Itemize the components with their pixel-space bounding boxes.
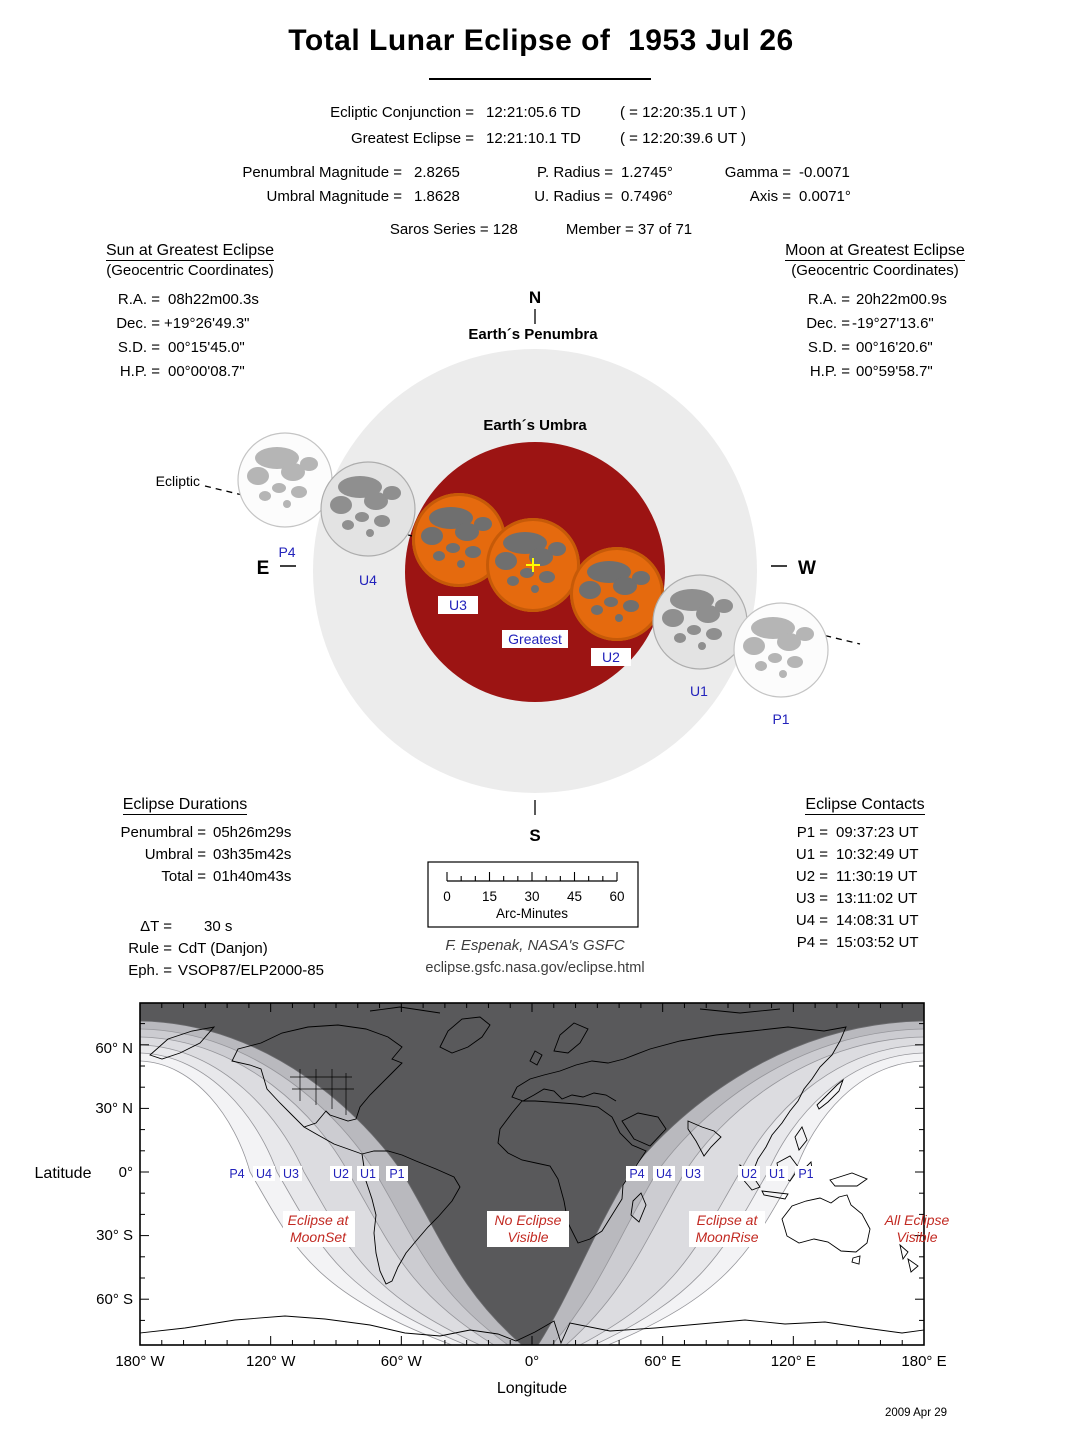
contact-u3-time: 13:11:02 UT: [836, 890, 918, 907]
moon-hp-value: 00°59'58.7": [856, 363, 933, 380]
contact-label-u4: U4: [359, 572, 377, 588]
saros-row: [0, 220, 1082, 239]
rule-value: CdT (Danjon): [178, 940, 268, 957]
region-all-line2: Visible: [896, 1229, 938, 1245]
credit-url[interactable]: eclipse.gsfc.nasa.gov/eclipse.html: [425, 960, 645, 976]
lon-tick-0: 0°: [524, 1353, 540, 1370]
rule-label: Rule =: [128, 940, 172, 957]
map-west-u1: U1: [360, 1167, 376, 1181]
moon-ra-value: 20h22m00.9s: [856, 291, 947, 308]
title-underline: [429, 78, 651, 80]
region-moonset-line1: Eclipse at: [287, 1212, 349, 1228]
axis-value: 0.0071°: [799, 188, 851, 205]
sun-ra-value: 08h22m00.3s: [168, 291, 259, 308]
region-none-line1: No Eclipse: [494, 1212, 562, 1228]
contact-label-greatest: Greatest: [508, 631, 562, 647]
moon-ra-label: R.A. =: [807, 291, 850, 308]
umbral-duration-label: Umbral =: [144, 846, 206, 863]
greatest-value: 12:21:10.1 TD: [486, 130, 581, 147]
contact-label-u3: U3: [449, 597, 467, 613]
moon-p4: [238, 433, 332, 527]
p-radius-label: P. Radius =: [536, 164, 613, 181]
contact-p1-label: P1 =: [796, 824, 828, 841]
lon-tick-120e: 120° E: [770, 1353, 816, 1370]
moon-dec-label: Dec. =: [806, 315, 850, 332]
region-moonrise-line2: MoonRise: [695, 1229, 759, 1245]
ephemeris-value: VSOP87/ELP2000-85: [178, 962, 324, 979]
contact-label-p1: P1: [772, 711, 790, 727]
moon-subheading: (Geocentric Coordinates): [791, 262, 959, 279]
contact-p4-time: 15:03:52 UT: [836, 934, 919, 951]
moon-heading: Moon at Greatest Eclipse: [785, 242, 965, 259]
contact-label-p4: P4: [278, 544, 296, 560]
credit-author: F. Espenak, NASA's GSFC: [445, 937, 625, 954]
u-radius-value: 0.7496°: [621, 188, 673, 205]
moon-u2: [570, 547, 664, 641]
lon-tick-180e: 180° E: [901, 1353, 947, 1370]
map-west-u2: U2: [333, 1167, 349, 1181]
moon-sd-label: S.D. =: [807, 339, 850, 356]
total-duration-value: 01h40m43s: [213, 868, 292, 885]
moon-u4: [321, 462, 415, 556]
umbral-duration-value: 03h35m42s: [213, 846, 292, 863]
ruler-tick-15: 15: [481, 889, 498, 904]
map-west-u3: U3: [283, 1167, 299, 1181]
sun-heading: Sun at Greatest Eclipse: [105, 242, 275, 259]
penumbral-mag-value: 2.8265: [414, 164, 460, 181]
lat-tick-30s: 30° S: [96, 1227, 133, 1244]
umbra-label: Earth´s Umbra: [483, 417, 587, 434]
west-label: W: [798, 558, 816, 579]
map-east-u2: U2: [741, 1167, 757, 1181]
penumbra-label: Earth´s Penumbra: [468, 326, 598, 343]
sun-sd-label: S.D. =: [117, 339, 160, 356]
conjunction-label: Ecliptic Conjunction =: [330, 104, 474, 121]
east-label: E: [256, 558, 270, 579]
contacts-heading: Eclipse Contacts: [805, 796, 925, 813]
contact-u4-label: U4 =: [795, 912, 828, 929]
p-radius-value: 1.2745°: [621, 164, 673, 181]
lat-tick-30n: 30° N: [95, 1100, 133, 1117]
contact-label-u1: U1: [690, 683, 708, 699]
region-moonset-line2: MoonSet: [289, 1229, 347, 1245]
map-west-u4: U4: [256, 1167, 272, 1181]
ecliptic-label: Ecliptic: [155, 473, 200, 489]
delta-t-label: ΔT =: [140, 918, 172, 935]
sun-dec-value: +19°26'49.3": [164, 315, 250, 332]
contact-label-u2: U2: [602, 649, 620, 665]
region-none-line2: Visible: [507, 1229, 549, 1245]
visibility-map: [140, 1003, 949, 1345]
contact-p4-label: P4 =: [796, 934, 828, 951]
conjunction-value: 12:21:05.6 TD: [486, 104, 581, 121]
greatest-label: Greatest Eclipse =: [351, 130, 474, 147]
lon-tick-60w: 60° W: [380, 1353, 422, 1370]
map-west-p1: P1: [389, 1167, 405, 1181]
arcminute-scale: [428, 862, 638, 927]
gamma-label: Gamma =: [724, 164, 791, 181]
page-title: Total Lunar Eclipse of 1953 Jul 26: [288, 24, 794, 57]
greatest-ut: ( = 12:20:39.6 UT ): [620, 130, 747, 147]
penumbral-duration-label: Penumbral =: [120, 824, 206, 841]
saros-member: Member = 37 of 71: [565, 221, 693, 238]
region-moonrise-line1: Eclipse at: [696, 1212, 758, 1228]
penumbral-duration-value: 05h26m29s: [213, 824, 292, 841]
moon-u1: [653, 575, 747, 669]
latitude-axis-label: Latitude: [34, 1165, 92, 1182]
revision-date: 2009 Apr 29: [884, 1407, 948, 1419]
umbral-mag-value: 1.8628: [414, 188, 460, 205]
region-all-line1: All Eclipse: [884, 1212, 950, 1228]
contact-u2-time: 11:30:19 UT: [836, 868, 918, 885]
south-label: S: [529, 826, 541, 845]
longitude-axis-label: Longitude: [496, 1380, 568, 1397]
map-east-u3: U3: [685, 1167, 701, 1181]
ruler-axis-label: Arc-Minutes: [495, 906, 569, 921]
sun-hp-label: H.P. =: [119, 363, 160, 380]
conjunction-ut: ( = 12:20:35.1 UT ): [620, 104, 747, 121]
saros-series: Saros Series = 128: [389, 221, 518, 238]
lat-tick-0: 0°: [118, 1164, 133, 1181]
penumbral-mag-label: Penumbral Magnitude =: [242, 164, 402, 181]
contact-u1-label: U1 =: [795, 846, 828, 863]
sun-ra-label: R.A. =: [117, 291, 160, 308]
delta-t-value: 30 s: [204, 918, 233, 935]
gamma-value: -0.0071: [799, 164, 850, 181]
ephemeris-label: Eph. =: [128, 962, 172, 979]
map-west-p4: P4: [229, 1167, 245, 1181]
north-label: N: [528, 288, 542, 307]
map-east-u1: U1: [769, 1167, 785, 1181]
sun-sd-value: 00°15'45.0": [168, 339, 245, 356]
durations-heading: Eclipse Durations: [122, 796, 248, 813]
u-radius-label: U. Radius =: [534, 188, 613, 205]
ruler-tick-45: 45: [566, 889, 583, 904]
moon-dec-value: -19°27'13.6": [852, 315, 934, 332]
lon-tick-60e: 60° E: [644, 1353, 682, 1370]
contact-u1-time: 10:32:49 UT: [836, 846, 919, 863]
contact-p1-time: 09:37:23 UT: [836, 824, 919, 841]
map-east-u4: U4: [656, 1167, 672, 1181]
moon-sd-value: 00°16'20.6": [856, 339, 933, 356]
lon-tick-120w: 120° W: [246, 1353, 296, 1370]
sun-hp-value: 00°00'08.7": [168, 363, 245, 380]
shadow-diagram: [156, 288, 860, 845]
contact-u2-label: U2 =: [795, 868, 828, 885]
axis-label: Axis =: [749, 188, 791, 205]
moon-hp-label: H.P. =: [809, 363, 850, 380]
contact-u3-label: U3 =: [795, 890, 828, 907]
lat-tick-60n: 60° N: [95, 1040, 133, 1057]
contact-u4-time: 14:08:31 UT: [836, 912, 919, 929]
map-east-p4: P4: [629, 1167, 645, 1181]
total-duration-label: Total =: [161, 868, 206, 885]
ruler-tick-60: 60: [609, 889, 625, 904]
lon-tick-180w: 180° W: [115, 1353, 165, 1370]
lat-tick-60s: 60° S: [96, 1291, 133, 1308]
ruler-tick-0: 0: [443, 889, 451, 904]
umbral-mag-label: Umbral Magnitude =: [266, 188, 402, 205]
ruler-tick-30: 30: [524, 889, 540, 904]
map-east-p1: P1: [798, 1167, 814, 1181]
moon-greatest: [486, 518, 580, 612]
sun-subheading: (Geocentric Coordinates): [106, 262, 274, 279]
moon-p1: [734, 603, 828, 697]
sun-dec-label: Dec. =: [116, 315, 160, 332]
